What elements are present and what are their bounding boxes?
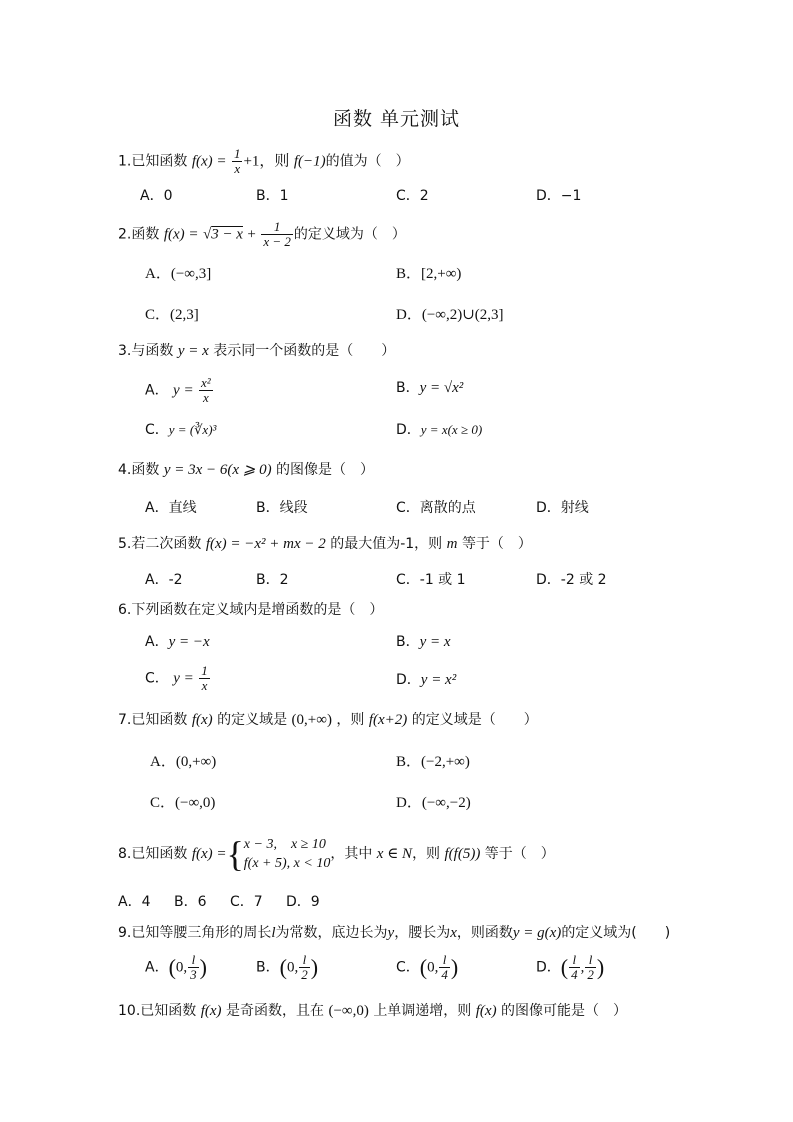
q1-option-b: B．1 xyxy=(256,188,289,204)
q7-option-c: C．(−∞,0) xyxy=(150,795,216,811)
question-9 xyxy=(118,923,670,943)
question-8 xyxy=(118,834,555,874)
q8-option-d: D．9 xyxy=(286,894,320,910)
q1-option-d: D．−1 xyxy=(536,188,582,204)
q10-mid2: 上单调递增，则 xyxy=(373,1003,472,1019)
q8-mid2: ，则 xyxy=(412,846,441,862)
q7-mid1: 的定义域是 xyxy=(217,712,288,728)
q6-option-c: C． y = $\frac{1}{x}$ xyxy=(145,663,208,693)
q8-cases: x − 3, x ≥ 10 f(x + 5), x < 10 xyxy=(243,837,331,871)
q9-l: l xyxy=(271,925,276,941)
q10-f1: f(x) xyxy=(200,1003,222,1019)
q3-option-b: B．y = √x² xyxy=(396,380,464,396)
q6-text: 6.下列函数在定义域内是增函数的是（ ） xyxy=(118,602,384,618)
q9-option-a: A．(0, $\frac{l}{3}$ ) xyxy=(145,952,207,982)
q4-tail: 的图像是（ ） xyxy=(276,462,375,478)
q2-option-a: A．(−∞,3] xyxy=(145,266,212,282)
q4-option-c: C．离散的点 xyxy=(396,500,476,516)
q6-option-d: D．y = x² xyxy=(396,672,457,688)
q8-func: f(x) = xyxy=(191,846,227,862)
q5-option-b: B．2 xyxy=(256,572,289,588)
q2-func: f(x) = xyxy=(163,226,199,243)
q2-fraction: $\frac{1}{x - 2}$ xyxy=(263,219,291,249)
q3-tail: 表示同一个函数的是（ ） xyxy=(213,343,396,359)
q1-option-a: A．0 xyxy=(140,188,173,204)
q2-tail: 的定义域为（ ） xyxy=(293,226,406,243)
q10-tail: 的图像可能是（ ） xyxy=(501,1003,628,1019)
q5-option-c: C．-1 或 1 xyxy=(396,572,466,588)
q7-option-d: D．(−∞,−2) xyxy=(396,795,471,811)
q7-text: 7.已知函数 xyxy=(118,712,188,728)
q9-mid2: ，腰长为 xyxy=(394,925,451,941)
q5-text: 5.若二次函数 xyxy=(118,536,202,552)
q3-option-d: D．y = x(x ≥ 0) xyxy=(396,422,483,438)
q3-option-c: C．y = (∛x)³ xyxy=(145,422,217,438)
q6-option-a: A．y = −x xyxy=(145,634,210,650)
q8-brace: { xyxy=(226,834,244,874)
q4-option-a: A．直线 xyxy=(145,500,197,516)
q9-text: 9.已知等腰三角形的周长 xyxy=(118,925,272,941)
question-5 xyxy=(118,534,532,554)
question-6 xyxy=(118,600,383,620)
q9-g: y = g(x) xyxy=(512,925,562,941)
q5-var: m xyxy=(446,536,458,552)
q10-mid1: 是奇函数，且在 xyxy=(226,1003,324,1019)
q1-ask: f(−1) xyxy=(293,153,326,170)
q5-mid: 的最大值为-1，则 xyxy=(330,536,443,552)
q8-tail: 等于（ ） xyxy=(484,846,555,862)
q10-f2: f(x) xyxy=(475,1003,497,1019)
q4-text: 4.函数 xyxy=(118,462,160,478)
q8-option-b: B．6 xyxy=(174,894,207,910)
q2-option-c: C．(2,3] xyxy=(145,307,199,323)
q9-option-d: D．( $\frac{l}{4}$ , $\frac{l}{2}$ ) xyxy=(536,952,605,982)
question-4 xyxy=(118,460,374,480)
q9-x: x xyxy=(450,925,457,941)
q5-tail: 等于（ ） xyxy=(461,536,532,552)
q2-option-b: B．[2,+∞) xyxy=(396,266,462,282)
q7-dom: (0,+∞) xyxy=(291,712,332,728)
q2-text: 2.函数 xyxy=(118,226,160,243)
question-3 xyxy=(118,341,395,361)
q7-f2: f(x+2) xyxy=(368,712,408,728)
question-7 xyxy=(118,710,538,730)
question-2 xyxy=(118,220,406,249)
q2-option-d: D．(−∞,2)∪(2,3] xyxy=(396,307,504,323)
q4-option-d: D．射线 xyxy=(536,500,589,516)
q2-sqrt: √3 − x xyxy=(202,226,243,243)
q9-mid3: ，则函数 xyxy=(456,925,513,941)
q9-y: y xyxy=(387,925,395,941)
q1-fraction: $\frac{1}{x}$ xyxy=(233,146,241,176)
q10-interval: (−∞,0) xyxy=(328,1003,369,1019)
q1-func: f(x) = xyxy=(191,153,227,170)
question-1 xyxy=(118,147,410,176)
q8-ask: f(f(5)) xyxy=(444,846,481,862)
q9-tail: 的定义域为( ) xyxy=(561,925,671,941)
q1-option-c: C．2 xyxy=(396,188,429,204)
q10-text: 10.已知函数 xyxy=(118,1003,197,1019)
q8-mid: ，其中 xyxy=(330,846,373,862)
q6-option-b: B．y = x xyxy=(396,634,451,650)
page-title: 函数 单元测试 xyxy=(332,108,461,130)
q8-cond: x ∈ N xyxy=(376,846,413,862)
q4-option-b: B．线段 xyxy=(256,500,308,516)
q5-option-a: A．-2 xyxy=(145,572,183,588)
q7-option-a: A．(0,+∞) xyxy=(150,754,217,770)
q9-option-b: B．(0, $\frac{l}{2}$ ) xyxy=(256,952,319,982)
q1-tail: 的值为（ ） xyxy=(325,153,410,170)
q7-tail: 的定义域是（ ） xyxy=(411,712,538,728)
q1-text: 1.已知函数 xyxy=(118,153,188,170)
q2-plus: + xyxy=(247,226,256,243)
q7-f1: f(x) xyxy=(191,712,213,728)
q1-tail-expr: +1，则 xyxy=(243,153,290,170)
q8-text: 8.已知函数 xyxy=(118,846,188,862)
q9-option-c: C．(0, $\frac{l}{4}$ ) xyxy=(396,952,459,982)
question-10 xyxy=(118,1001,627,1021)
q4-expr: y = 3x − 6(x ⩾ 0) xyxy=(163,462,272,478)
q5-expr: f(x) = −x² + mx − 2 xyxy=(205,536,326,552)
q8-option-c: C．7 xyxy=(230,894,263,910)
q3-expr: y = x xyxy=(177,343,209,359)
q8-option-a: A．4 xyxy=(118,894,151,910)
q3-text: 3.与函数 xyxy=(118,343,174,359)
q7-option-b: B．(−2,+∞) xyxy=(396,754,470,770)
q3-option-a: A． y = $\frac{\text{x²}}{x}$ xyxy=(145,375,211,405)
q9-mid1: 为常数，底边长为 xyxy=(275,925,388,941)
q5-option-d: D．-2 或 2 xyxy=(536,572,607,588)
q7-mid2: ，则 xyxy=(336,712,365,728)
